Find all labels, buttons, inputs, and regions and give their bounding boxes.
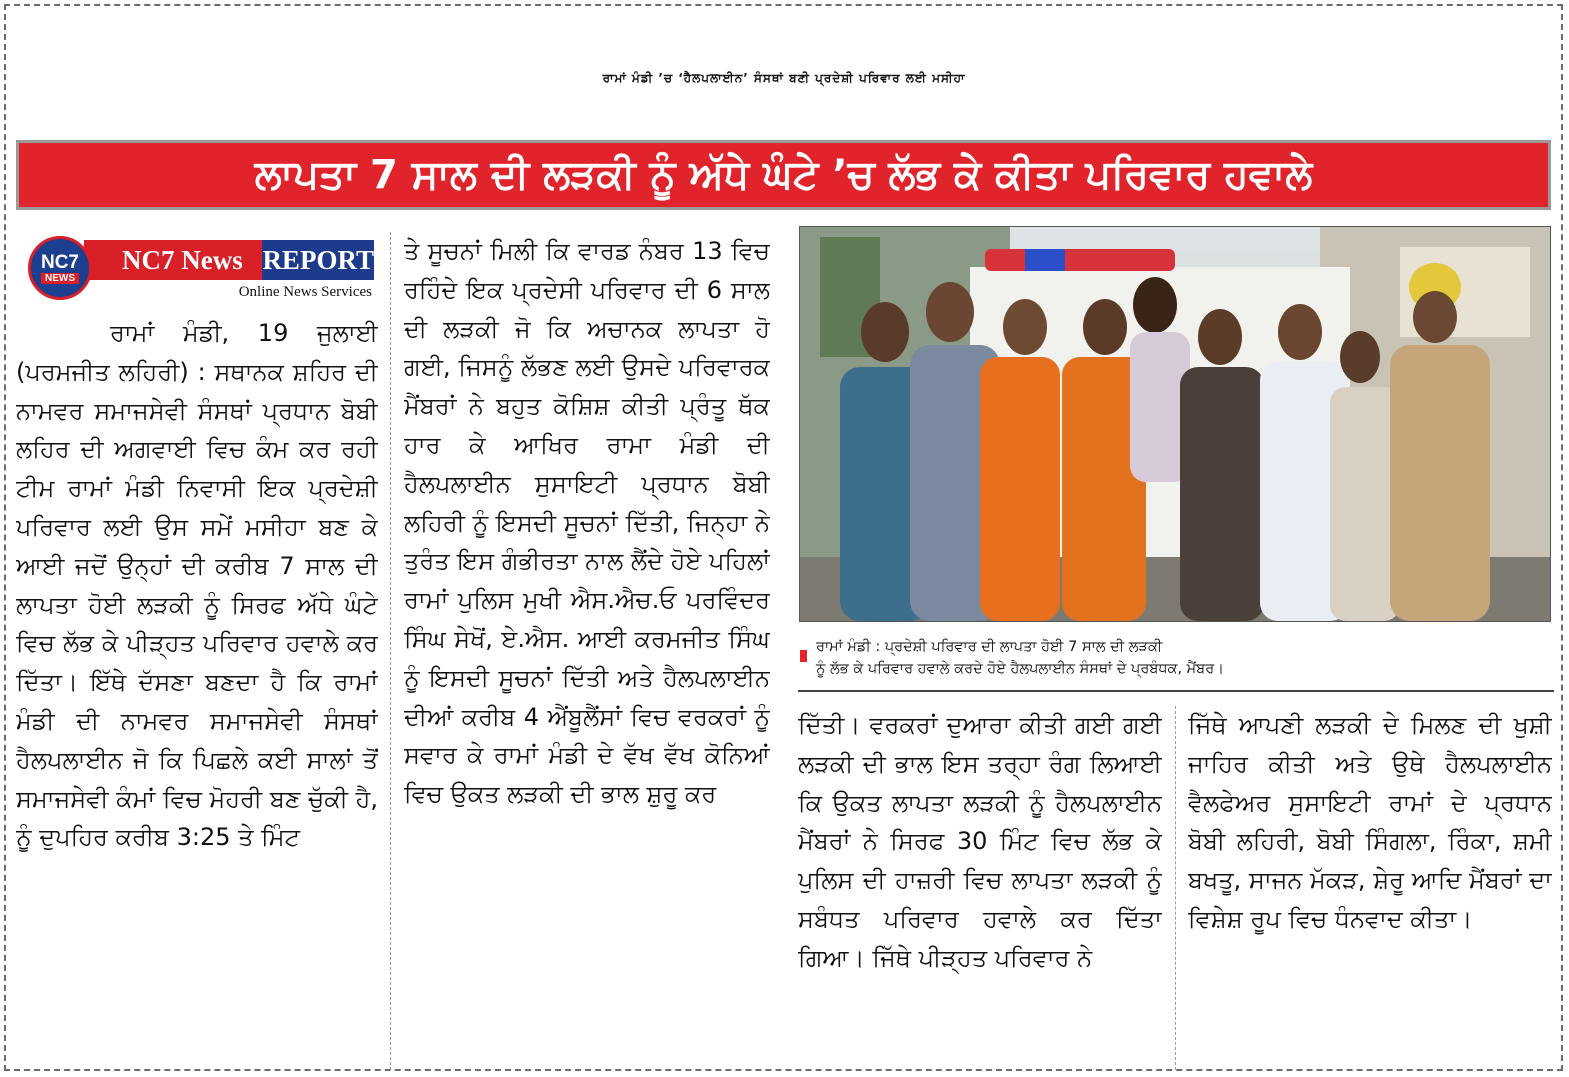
caption-line-1: ਰਾਮਾਂ ਮੰਡੀ : ਪ੍ਰਦੇਸ਼ੀ ਪਰਿਵਾਰ ਦੀ ਲਾਪਤਾ ਹੋਈ 7 ਸਾਲ ਦੀ ਲੜਕੀ bbox=[816, 639, 1163, 655]
brand-name: NC7 News bbox=[122, 244, 243, 275]
brand-tag: REPORT bbox=[262, 240, 374, 280]
article-text-2: ਤੇ ਸੂਚਨਾਂ ਮਿਲੀ ਕਿ ਵਾਰਡ ਨੰਬਰ 13 ਵਿਚ ਰਹਿੰਦੇ ਇਕ ਪ੍ਰਦੇਸੀ ਪਰਿਵਾਰ ਦੀ 6 ਸਾਲ ਦੀ ਲੜਕੀ ਜੋ ਕਿ ਅਚਾਨਕ ਲਾਪਤਾ ਹੋ ਗਈ, ਜਿਸਨੂੰ ਲੱਭਣ ਲਈ ਉਸਦੇ ਪਰਿਵਾਰਕ ਮੈਂਬਰਾਂ ਨੇ ਬਹੁਤ ਕੋਸ਼ਿਸ਼ ਕੀਤੀ ਪ੍ਰੰਤੂ ਥੱਕ ਹਾਰ ਕੇ ਆਖਿਰ ਰਾਮਾ ਮੰਡੀ ਦੀ ਹੈਲਪਲਾਈਨ ਸੁਸਾਇਟੀ ਪ੍ਰਧਾਨ ਬੋਬੀ ਲਹਿਰੀ ਨੂੰ ਇਸਦੀ ਸੂਚਨਾਂ ਦਿੱਤੀ, ਜਿਨ੍ਹਾ ਨੇ ਤੁਰੰਤ ਇਸ ਗੰਭੀਰਤਾ ਨਾਲ ਲੈਂਦੇ ਹੋਏ ਪਹਿਲਾਂ ਰਾਮਾਂ ਪੁਲਿਸ ਮੁਖੀ ਐਸ.ਐਚ.ਓ ਪਰਵਿੰਦਰ ਸਿੰਘ ਸੇਖੋਂ, ਏ.ਐਸ. ਆਈ ਕਰਮਜੀਤ ਸਿੰਘ ਨੂੰ ਇਸਦੀ ਸੂਚਨਾਂ ਦਿੱਤੀ ਅਤੇ ਹੈਲਪਲਾਈਨ ਦੀਆਂ ਕਰੀਬ 4 ਐਂਬੂਲੈਂਸਾਂ ਵਿਚ ਵਰਕਰਾਂ ਨੂੰ ਸਵਾਰ ਕੇ ਰਾਮਾਂ ਮੰਡੀ ਦੇ ਵੱਖ ਵੱਖ ਕੋਨਿਆਂ ਵਿਚ ਉਕਤ ਲੜਕੀ ਦੀ ਭਾਲ ਸ਼ੁਰੂ ਕਰ bbox=[404, 237, 770, 809]
subheadline: ਲਾਪਤਾ 7 ਸਾਲ ਦੀ ਲੜਕੀ ਨੂੰ ਅੱਧੇ ਘੰਟੇ ’ਚ ਲੱਭ ਕੇ ਕੀਤਾ ਪਰਿਵਾਰ ਹਵਾਲੇ bbox=[254, 152, 1313, 198]
article-column-3 bbox=[798, 706, 1162, 1070]
article-text-3: ਦਿੱਤੀ। ਵਰਕਰਾਂ ਦੁਆਰਾ ਕੀਤੀ ਗਈ ਗਈ ਲੜਕੀ ਦੀ ਭਾਲ ਇਸ ਤਰ੍ਹਾ ਰੰਗ ਲਿਆਈ ਕਿ ਉਕਤ ਲਾਪਤਾ ਲੜਕੀ ਨੂੰ ਹੈਲਪਲਾਈਨ ਮੈਂਬਰਾਂ ਨੇ ਸਿਰਫ 30 ਮਿੰਟ ਵਿਚ ਲੱਭ ਕੇ ਪੁਲਿਸ ਦੀ ਹਾਜ਼ਰੀ ਵਿਚ ਲਾਪਤਾ ਲੜਕੀ ਨੂੰ ਸਬੰਧਤ ਪਰਿਵਾਰ ਹਵਾਲੇ ਕਰ ਦਿੱਤਾ ਗਿਆ। ਜਿੱਥੇ ਪੀੜ੍ਹਤ ਪਰਿਵਾਰ ਨੇ bbox=[798, 711, 1162, 972]
logo-text-top: NC7 bbox=[40, 251, 79, 273]
logo-text-bottom: NEWS bbox=[41, 273, 79, 284]
article-column-2 bbox=[404, 232, 770, 1070]
brand-subtitle: Online News Services bbox=[238, 284, 372, 300]
logo-icon bbox=[28, 236, 92, 300]
article-column-1 bbox=[16, 314, 378, 1070]
article-column-4 bbox=[1188, 706, 1552, 1070]
subheadline-banner bbox=[16, 140, 1551, 210]
column-divider bbox=[390, 232, 391, 1070]
news-logo bbox=[28, 236, 374, 304]
caption-divider bbox=[798, 690, 1554, 692]
article-text-4: ਜਿੱਥੇ ਆਪਣੀ ਲੜਕੀ ਦੇ ਮਿਲਣ ਦੀ ਖੁਸ਼ੀ ਜਾਹਿਰ ਕੀਤੀ ਅਤੇ ਉਥੇ ਹੈਲਪਲਾਈਨ ਵੈਲਫੇਅਰ ਸੁਸਾਇਟੀ ਰਾਮਾਂ ਦੇ ਪ੍ਰਧਾਨ ਬੋਬੀ ਲਹਿਰੀ, ਬੋਬੀ ਸਿੰਗਲਾ, ਰਿੰਕਾ, ਸ਼ਮੀ ਬਖਤੂ, ਸਾਜਨ ਮੱਕੜ, ਸ਼ੇਰੂ ਆਦਿ ਮੈਂਬਰਾਂ ਦਾ ਵਿਸ਼ੇਸ਼ ਰੂਪ ਵਿਚ ਧੰਨਵਾਦ ਕੀਤਾ। bbox=[1188, 711, 1552, 933]
column-divider bbox=[1175, 706, 1176, 1070]
caption-line-2: ਨੂੰ ਲੱਭ ਕੇ ਪਰਿਵਾਰ ਹਵਾਲੇ ਕਰਦੇ ਹੋਏ ਹੈਲਪਲਾਈਨ ਸੰਸਥਾਂ ਦੇ ਪ੍ਰਬੰਧਕ, ਮੈਂਬਰ। bbox=[816, 661, 1224, 677]
headline: ਰਾਮਾਂ ਮੰਡੀ ’ਚ ‘ਹੈਲਪਲਾਈਨ’ ਸੰਸਥਾਂ ਬਣੀ ਪ੍ਰਦੇਸ਼ੀ ਪਰਿਵਾਰ ਲਈ ਮਸੀਹਾ bbox=[602, 70, 966, 85]
article-text-1: ਰਾਮਾਂ ਮੰਡੀ, 19 ਜੁਲਾਈ (ਪਰਮਜੀਤ ਲਹਿਰੀ) : ਸਥਾਨਕ ਸ਼ਹਿਰ ਦੀ ਨਾਮਵਰ ਸਮਾਜਸੇਵੀ ਸੰਸਥਾਂ ਪ੍ਰਧਾਨ ਬੋਬੀ ਲਹਿਰ ਦੀ ਅਗਵਾਈ ਵਿਚ ਕੰਮ ਕਰ ਰਹੀ ਟੀਮ ਰਾਮਾਂ ਮੰਡੀ ਨਿਵਾਸੀ ਇਕ ਪ੍ਰਦੇਸ਼ੀ ਪਰਿਵਾਰ ਲਈ ਉਸ ਸਮੇਂ ਮਸੀਹਾ ਬਣ ਕੇ ਆਈ ਜਦੋਂ ਉਨ੍ਹਾਂ ਦੀ ਕਰੀਬ 7 ਸਾਲ ਦੀ ਲਾਪਤਾ ਹੋਈ ਲੜਕੀ ਨੂੰ ਸਿਰਫ ਅੱਧੇ ਘੰਟੇ ਵਿਚ ਲੱਭ ਕੇ ਪੀੜ੍ਹਤ ਪਰਿਵਾਰ ਹਵਾਲੇ ਕਰ ਦਿੱਤਾ। ਇੱਥੇ ਦੱਸਣਾ ਬਣਦਾ ਹੈ ਕਿ ਰਾਮਾਂ ਮੰਡੀ ਦੀ ਨਾਮਵਰ ਸਮਾਜਸੇਵੀ ਸੰਸਥਾਂ ਹੈਲਪਲਾਈਨ ਜੋ ਕਿ ਪਿਛਲੇ ਕਈ ਸਾਲਾਂ ਤੋਂ ਸਮਾਜਸੇਵੀ ਕੰਮਾਂ ਵਿਚ ਮੋਹਰੀ ਬਣ ਚੁੱਕੀ ਹੈ, ਨੂੰ ਦੁਪਹਿਰ ਕਰੀਬ 3:25 ਤੇ ਮਿੰਟ bbox=[16, 319, 378, 852]
news-photo bbox=[799, 226, 1551, 622]
brand-bar bbox=[84, 240, 374, 280]
photo-caption bbox=[798, 636, 1554, 684]
